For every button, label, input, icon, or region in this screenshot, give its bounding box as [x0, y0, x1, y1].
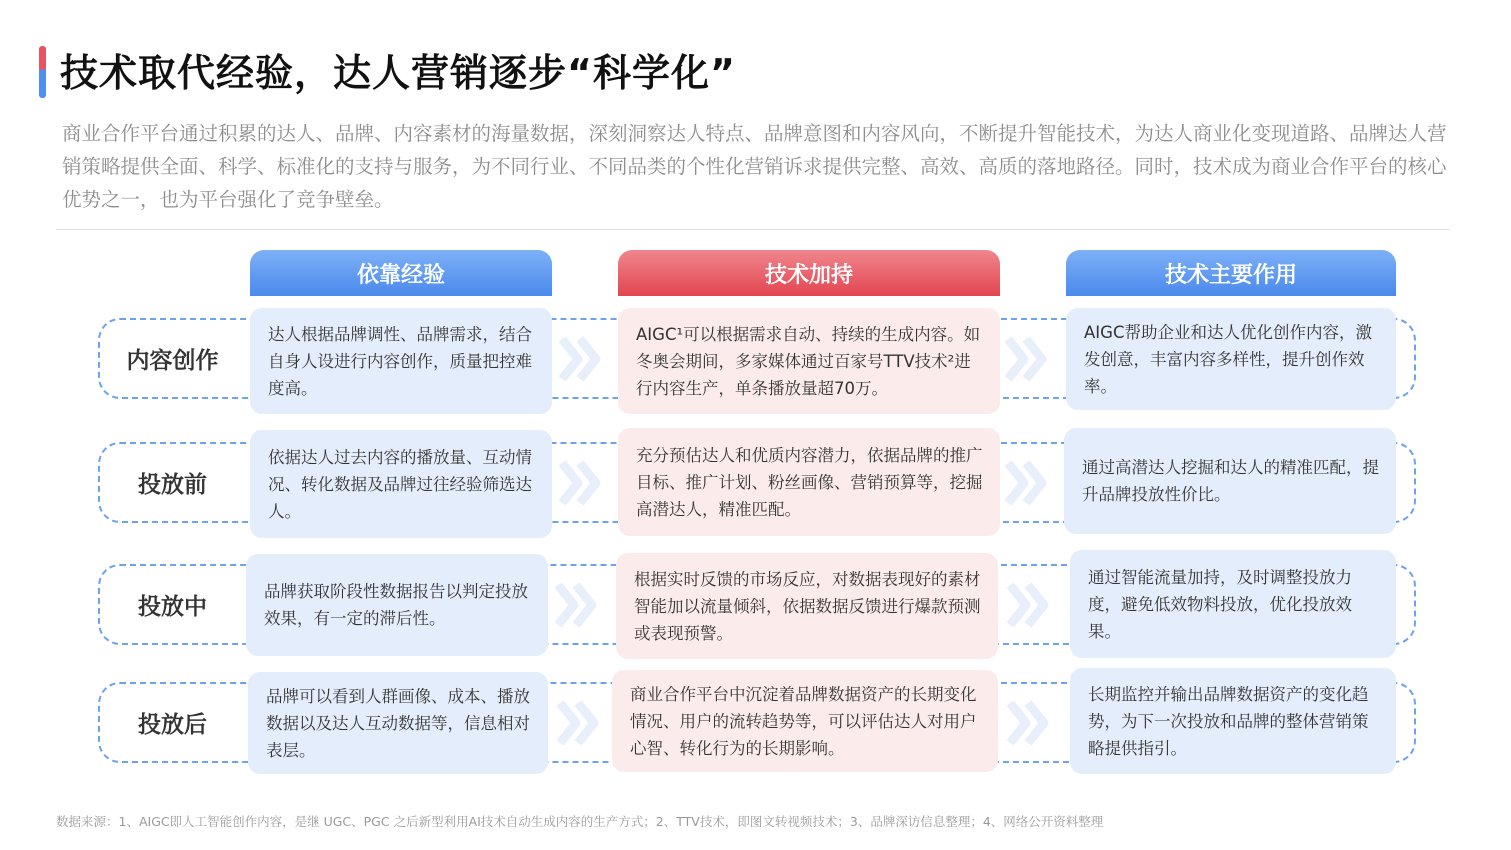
column-header-tech: 技术加持 — [618, 250, 1000, 296]
chevron-right-icon — [554, 698, 614, 748]
chevron-right-icon — [1002, 334, 1062, 384]
cell-content-creation-experience: 达人根据品牌调性、品牌需求，结合自身人设进行内容创作，质量把控难度高。 — [250, 308, 552, 414]
row-label-in-launch: 投放中 — [138, 594, 207, 620]
chevron-right-icon — [556, 458, 616, 508]
cell-pre-launch-experience: 依据达人过去内容的播放量、互动情况、转化数据及品牌过往经验筛选达人。 — [250, 430, 552, 538]
divider — [56, 229, 1450, 230]
page-title: 技术取代经验，达人营销逐步“科学化” — [60, 51, 736, 95]
cell-content-creation-tech: AIGC¹可以根据需求自动、持续的生成内容。如冬奥会期间，多家媒体通过百家号TTV技术²进行内容生产，单条播放量超70万。 — [618, 308, 1000, 414]
source-footnote: 数据来源：1、AIGC即人工智能创作内容，是继 UGC、PGC 之后新型利用AI技术自动生成内容的生产方式；2、TTV技术，即图文转视频技术；3、品牌深访信息整理；4、网络公开资料整理 — [56, 814, 1104, 829]
chevron-right-icon — [556, 334, 616, 384]
title-accent-bar — [39, 46, 46, 98]
chevron-right-icon — [552, 580, 612, 630]
chevron-right-icon — [1004, 698, 1064, 748]
row-label-pre-launch: 投放前 — [138, 472, 207, 498]
cell-in-launch-experience: 品牌获取阶段性数据报告以判定投放效果，有一定的滞后性。 — [246, 554, 548, 656]
cell-post-launch-tech: 商业合作平台中沉淀着品牌数据资产的长期变化情况、用户的流转趋势等，可以评估达人对用户心智、转化行为的长期影响。 — [612, 670, 998, 772]
row-label-content-creation: 内容创作 — [126, 348, 219, 374]
column-header-role: 技术主要作用 — [1066, 250, 1396, 296]
intro-paragraph: 商业合作平台通过积累的达人、品牌、内容素材的海量数据，深刻洞察达人特点、品牌意图和内容风向，不断提升智能技术，为达人商业化变现道路、品牌达人营销策略提供全面、科学、标准化的支持与服务，为不同行业、不同品类的个性化营销诉求提供完整、高效、高质的落地路径。同时，技术成为商业合作平台的核心优势之一，也为平台强化了竞争壁垒。 — [62, 122, 1447, 211]
chevron-right-icon — [1002, 458, 1062, 508]
cell-in-launch-tech: 根据实时反馈的市场反应，对数据表现好的素材智能加以流量倾斜，依据数据反馈进行爆款预测或表现预警。 — [616, 553, 998, 659]
cell-post-launch-role: 长期监控并输出品牌数据资产的变化趋势，为下一次投放和品牌的整体营销策略提供指引。 — [1070, 668, 1396, 774]
cell-in-launch-role: 通过智能流量加持，及时调整投放力度，避免低效物料投放，优化投放效果。 — [1070, 550, 1396, 658]
cell-pre-launch-role: 通过高潜达人挖掘和达人的精准匹配，提升品牌投放性价比。 — [1064, 428, 1396, 534]
column-header-experience: 依靠经验 — [250, 250, 552, 296]
chevron-right-icon — [1004, 580, 1064, 630]
cell-content-creation-role: AIGC帮助企业和达人优化创作内容，激发创意，丰富内容多样性，提升创作效率。 — [1066, 308, 1396, 410]
cell-pre-launch-tech: 充分预估达人和优质内容潜力，依据品牌的推广目标、推广计划、粉丝画像、营销预算等，挖掘高潜达人，精准匹配。 — [618, 428, 1000, 536]
row-label-post-launch: 投放后 — [138, 712, 207, 738]
cell-post-launch-experience: 品牌可以看到人群画像、成本、播放数据以及达人互动数据等，信息相对表层。 — [248, 672, 548, 774]
